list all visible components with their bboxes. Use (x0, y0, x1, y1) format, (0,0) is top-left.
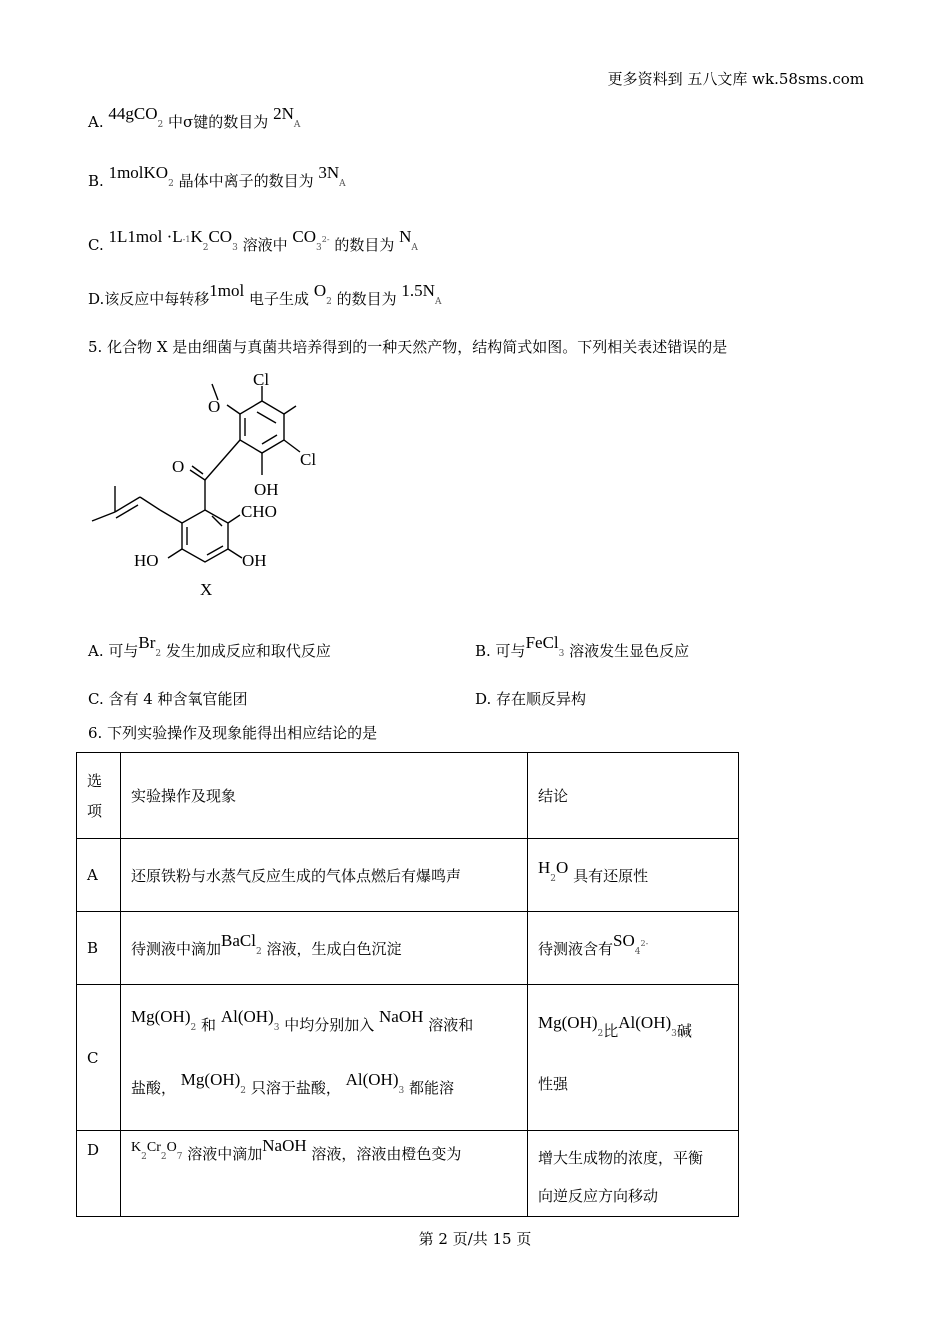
table-row: C Mg(OH)2 和 Al(OH)3 中均分别加入 NaOH 溶液和 盐酸， Mg(OH)2 只溶于盐酸， Al(OH)3 都能溶 Mg(OH)2比Al(OH)3碱 性强 (77, 985, 739, 1131)
upper-ring (240, 401, 284, 453)
q5-choice-c: C. 含有 4 种含氧官能团 (88, 690, 248, 708)
q5-choice-b: B. 可与FeCl3 溶液发生显色反应 (475, 633, 690, 660)
label-o-methoxy: O (208, 397, 221, 416)
experiment-table (76, 752, 739, 1217)
page-header: 更多资料到 五八文库 wk.58sms.com (607, 70, 864, 88)
table-row: D K2Cr2O7 溶液中滴加NaOH 溶液，溶液由橙色变为 增大生成物的浓度，平衡 向逆反应方向移动 (77, 1131, 739, 1217)
option-d: D.该反应中每转移1mol 电子生成 O2 的数目为 1.5NA (88, 281, 442, 308)
q5-choice-a: A. 可与Br2 发生加成反应和取代反应 (88, 633, 331, 660)
q5-choice-d: D. 存在顺反异构 (475, 690, 587, 708)
label-ho: HO (134, 551, 159, 570)
label-cl-right: Cl (300, 450, 317, 469)
page-footer: 第 2 页/共 15 页 (418, 1230, 532, 1248)
table-header-row: 选 项 实验操作及现象 结论 (77, 753, 739, 839)
label-cl-top: Cl (253, 370, 270, 389)
label-oh-top: OH (254, 480, 279, 499)
label-cho: CHO (241, 502, 277, 521)
table-row: B 待测液中滴加BaCl2 溶液，生成白色沉淀 待测液含有$SO4^{2-}$ (77, 912, 739, 985)
question-6-stem: 6. 下列实验操作及现象能得出相应结论的是 (88, 724, 378, 742)
lower-ring (182, 510, 228, 562)
structure-diagram (80, 365, 340, 605)
label-o-keto: O (172, 457, 185, 476)
label-oh-right: OH (242, 551, 267, 570)
option-b: B. 1molKO2 晶体中离子的数目为 3NA (88, 163, 346, 190)
option-c: C. $1L1mol \cdot L^{-1}K2CO3$ 溶液中 $CO3^{2-}$ 的数目为 NA (88, 227, 418, 254)
option-a: A. 44gCO2 中σ键的数目为 2NA (88, 104, 301, 131)
label-compound-name: X (200, 580, 213, 599)
question-5-stem: 5. 化合物 X 是由细菌与真菌共培养得到的一种天然产物，结构简式如图。下列相关表述错误的是 (88, 338, 728, 356)
table-row: A 还原铁粉与水蒸气反应生成的气体点燃后有爆鸣声 H2O 具有还原性 (77, 839, 739, 912)
